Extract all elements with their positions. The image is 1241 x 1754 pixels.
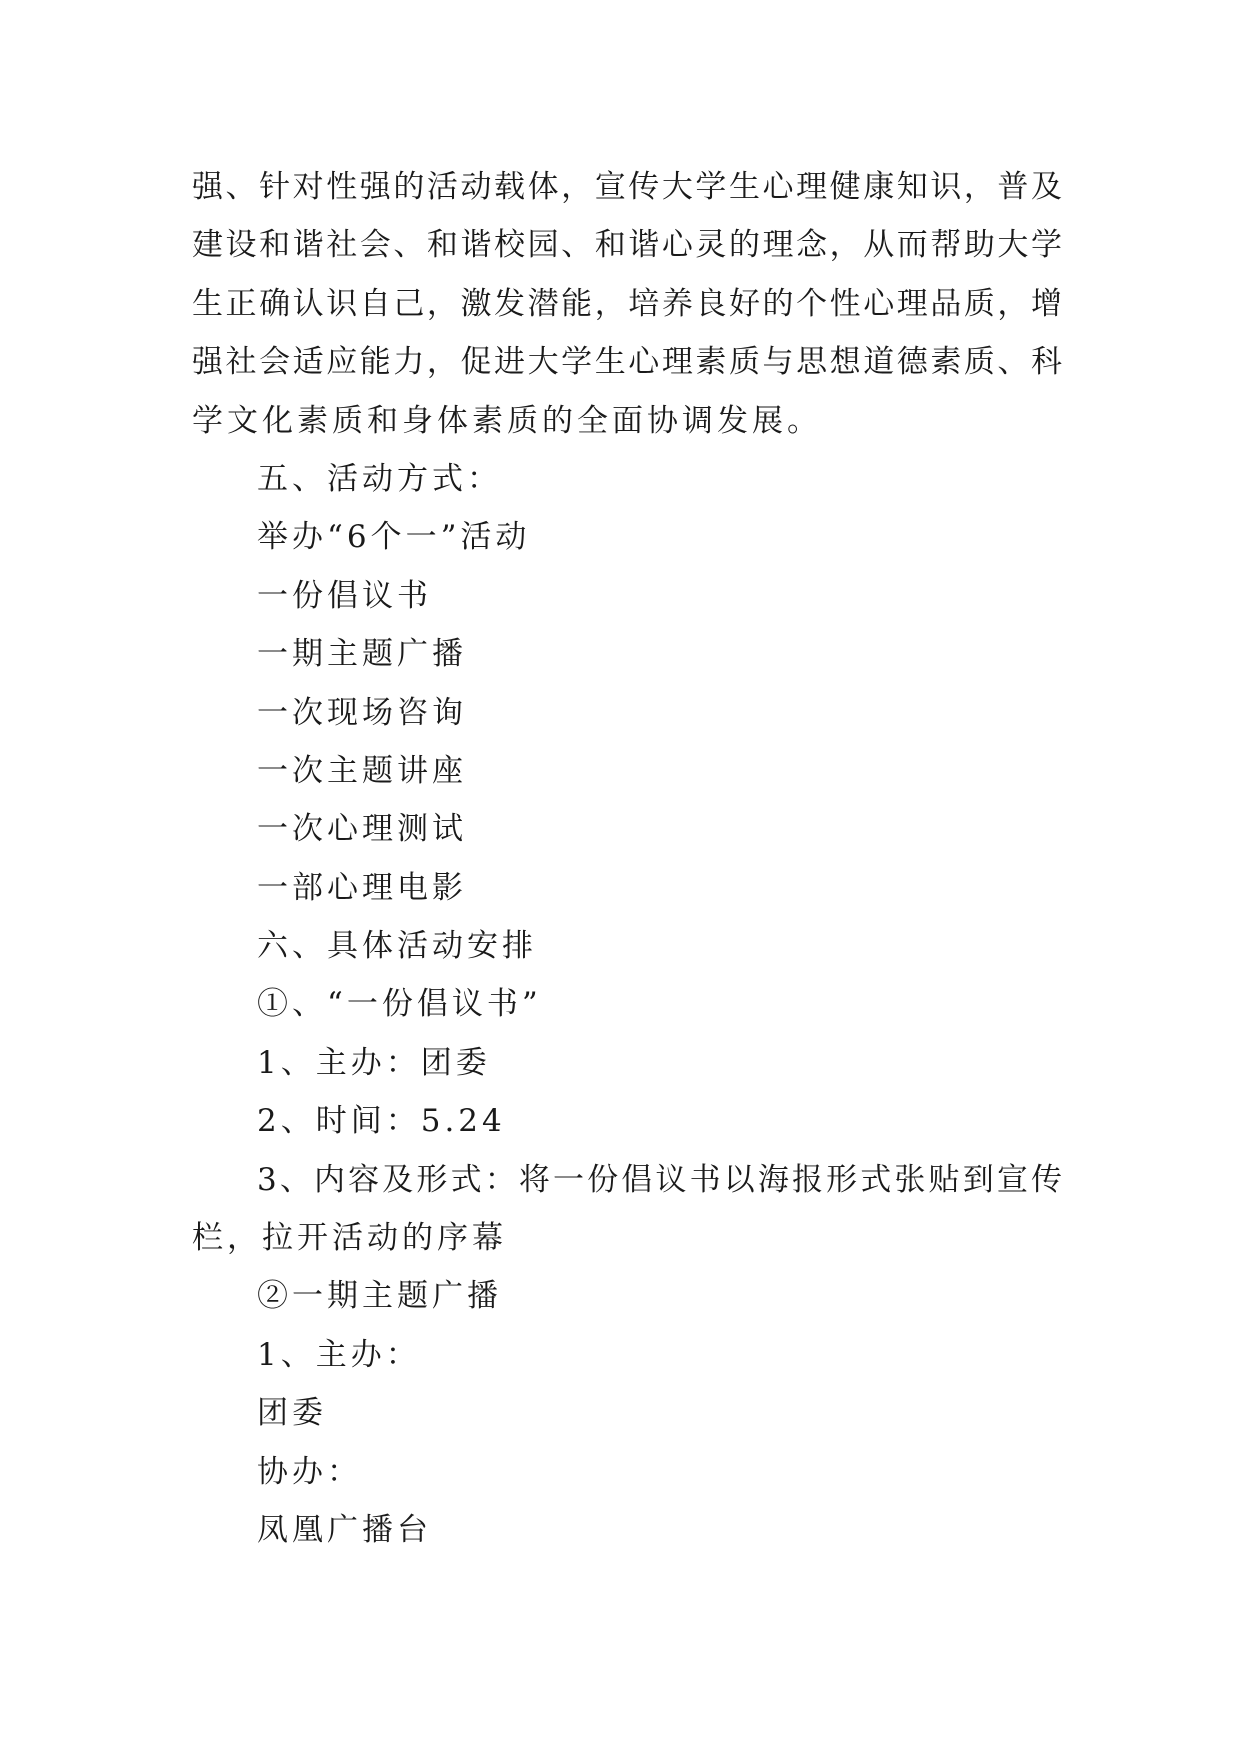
activity-list-item: 一次主题讲座 <box>257 752 467 789</box>
subsection-heading-proposal: ①、“一份倡议书” <box>257 986 542 1023</box>
detail-item-co-organizer-value: 凤凰广播台 <box>257 1511 432 1548</box>
activity-list-item: 一次现场咨询 <box>257 694 467 731</box>
detail-item-co-organizer: 协办： <box>257 1453 362 1490</box>
paragraph-line: 学文化素质和身体素质的全面协调发展。 <box>192 402 822 439</box>
paragraph-line: 强社会适应能力，促进大学生心理素质与思想道德素质、科 <box>192 344 1062 381</box>
activity-list-item: 一份倡议书 <box>257 577 432 614</box>
document-body <box>192 158 1062 1559</box>
detail-item-organizer-value: 团委 <box>257 1395 327 1432</box>
detail-item-organizer: 1、主办：团委 <box>257 1044 491 1081</box>
section-heading-activity-method: 五、活动方式： <box>257 460 502 497</box>
detail-item-time: 2、时间：5.24 <box>257 1103 506 1140</box>
activity-summary: 举办“6个一”活动 <box>257 519 531 556</box>
detail-item-content-continuation: 栏，拉开活动的序幕 <box>192 1220 507 1257</box>
detail-item-content: 3、内容及形式：将一份倡议书以海报形式张贴到宣传 <box>257 1161 1062 1198</box>
activity-list-item: 一部心理电影 <box>257 869 467 906</box>
section-heading-activity-schedule: 六、具体活动安排 <box>257 928 537 965</box>
detail-item-organizer: 1、主办： <box>257 1336 421 1373</box>
activity-list-item: 一期主题广播 <box>257 636 467 673</box>
activity-list-item: 一次心理测试 <box>257 811 467 848</box>
paragraph-line: 建设和谐社会、和谐校园、和谐心灵的理念，从而帮助大学 <box>192 227 1062 264</box>
paragraph-line: 强、针对性强的活动载体，宣传大学生心理健康知识，普及 <box>192 169 1062 205</box>
paragraph-line: 生正确认识自己，激发潜能，培养良好的个性心理品质，增 <box>192 285 1062 322</box>
subsection-heading-broadcast: ②一期主题广播 <box>257 1278 502 1315</box>
